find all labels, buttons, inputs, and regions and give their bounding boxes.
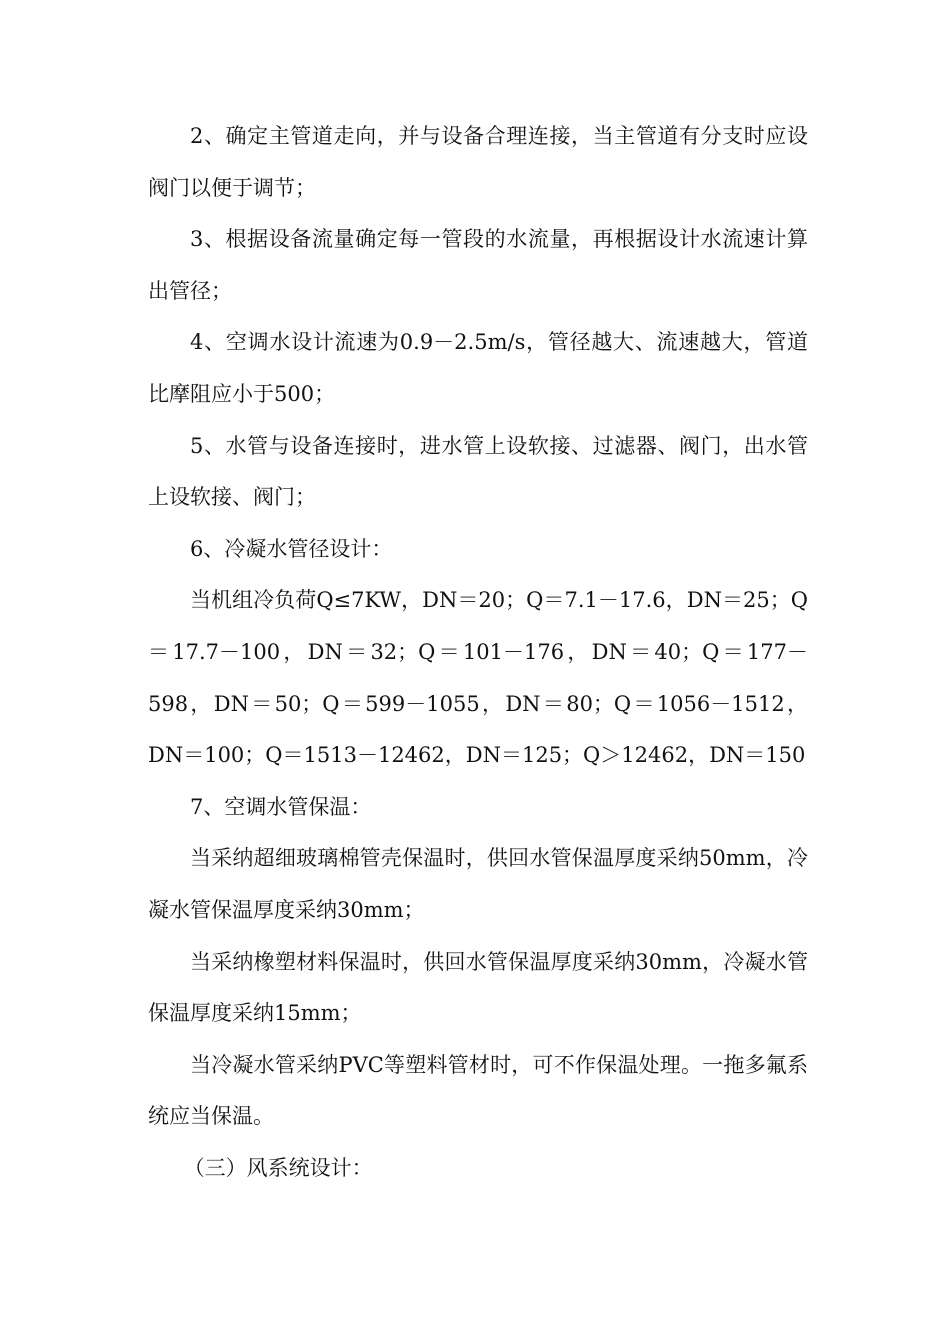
paragraph-insulation-title: 7、空调水管保温： (190, 794, 372, 819)
paragraph-condensate-pipe-title: 6、冷凝水管径设计： (190, 536, 393, 561)
paragraph-pvc-pipe-insulation: 当冷凝水管采纳PVC等塑料管材时，可不作保温处理。一拖多氟系统应当保温。 (148, 1052, 808, 1129)
document-body (148, 111, 808, 1194)
paragraph-main-pipe-routing: 2、确定主管道走向，并与设备合理连接，当主管道有分支时应设阀门以便于调节； (148, 124, 808, 200)
paragraph-equipment-connection: 5、水管与设备连接时，进水管上设软接、过滤器、阀门，出水管上设软接、阀门； (148, 433, 808, 510)
paragraph-glass-wool-insulation: 当采纳超细玻璃棉管壳保温时，供回水管保温厚度采纳50mm，冷凝水管保温厚度采纳30mm； (148, 846, 808, 922)
paragraph-rubber-plastic-insulation: 当采纳橡塑材料保温时，供回水管保温厚度采纳30mm，冷凝水管保温厚度采纳15mm； (148, 949, 808, 1026)
paragraph-water-flow-velocity: 4、空调水设计流速为0.9－2.5m/s，管径越大、流速越大，管道比摩阻应小于500； (148, 330, 808, 406)
paragraph-condensate-pipe-sizes: 当机组冷负荷Q≤7KW，DN＝20；Q＝7.1－17.6，DN＝25；Q＝17.7－100，DN＝32；Q＝101－176，DN＝40；Q＝177－598，DN＝50；Q＝599－1055，DN＝80；Q＝1056－1512，DN＝100；Q＝1513－12462，DN＝125；Q＞12462，DN＝150 (148, 588, 808, 768)
paragraph-pipe-diameter-calculation: 3、根据设备流量确定每一管段的水流量，再根据设计水流速计算出管径； (148, 227, 808, 303)
section-heading-air-system: （三）风系统设计： (183, 1155, 373, 1180)
